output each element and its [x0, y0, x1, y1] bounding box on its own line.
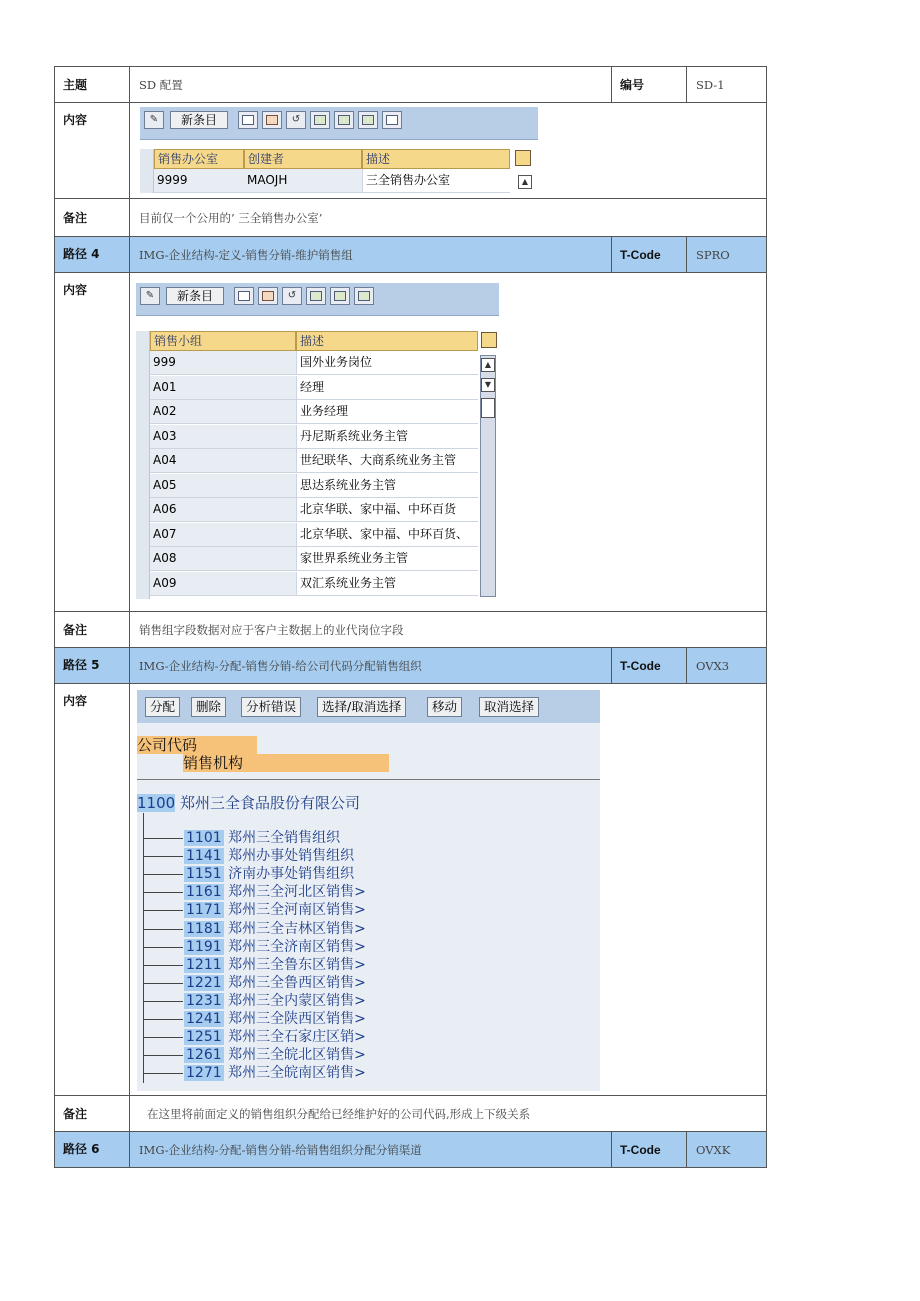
root-company-name: 郑州三全食品股份有限公司	[179, 794, 360, 812]
number-label: 编号	[612, 67, 687, 103]
save-icon[interactable]	[262, 111, 282, 129]
assignment-tree-panel	[137, 690, 600, 1091]
subject-value: SD 配置	[130, 67, 612, 103]
sales-org-name: 郑州三全河北区销售>	[228, 884, 366, 901]
group-description-cell[interactable]: 北京华联、家中福、中环百货、	[296, 523, 478, 547]
group-description-cell[interactable]: 家世界系统业务主管	[296, 547, 478, 571]
move-button[interactable]: 移动	[427, 697, 462, 717]
group-description-cell[interactable]: 思达系统业务主管	[296, 474, 478, 498]
deselect-icon[interactable]	[358, 111, 378, 129]
column-settings-icon[interactable]	[481, 332, 497, 348]
tree-node-sales-org[interactable]	[184, 866, 354, 882]
delete-button[interactable]: 删除	[191, 697, 226, 717]
path4-label: 路径 4	[55, 237, 130, 273]
remark-label: 备注	[55, 1096, 130, 1132]
deselect-icon[interactable]	[354, 287, 374, 305]
col-description: 描述	[362, 149, 510, 169]
scroll-up-icon[interactable]: ▲	[481, 358, 495, 372]
tree-branch-line	[143, 983, 183, 984]
path4-tcode: SPRO	[687, 237, 767, 273]
content-cell-5	[130, 684, 767, 1096]
group-code-cell[interactable]: 999	[150, 351, 296, 375]
tree-branch-line	[143, 1073, 183, 1074]
tree-root-company[interactable]	[137, 792, 360, 813]
root-company-code: 1100	[137, 794, 176, 812]
tree-node-sales-org[interactable]	[184, 1011, 366, 1027]
row-selector-column	[140, 149, 154, 193]
content-cell-4	[130, 273, 767, 612]
path-row-5	[55, 648, 767, 684]
tree-node-sales-org[interactable]	[184, 902, 366, 918]
tree-branch-line	[143, 838, 183, 839]
remark-text-5: 在这里将前面定义的销售组织分配给已经维护好的公司代码,形成上下级关系	[130, 1096, 767, 1132]
group-code-cell[interactable]: A06	[150, 498, 296, 522]
group-description-cell[interactable]: 双汇系统业务主管	[296, 572, 478, 596]
group-code-cell[interactable]: A07	[150, 523, 296, 547]
new-entry-button[interactable]: 新条目	[170, 111, 228, 129]
tree-branch-line	[143, 1037, 183, 1038]
tree-branch-line	[143, 892, 183, 893]
content-row-1	[55, 103, 767, 199]
sales-org-code: 1271	[186, 1065, 222, 1082]
sales-org-code: 1211	[186, 956, 222, 973]
tree-node-sales-org[interactable]	[184, 1065, 366, 1081]
group-code-cell[interactable]: A01	[150, 376, 296, 400]
tree-branch-line	[143, 910, 183, 911]
sales-org-code: 1151	[186, 866, 222, 883]
sales-org-code: 1101	[186, 830, 222, 846]
sales-org-name: 郑州三全鲁西区销售>	[228, 974, 366, 991]
legend-sales-org: 销售机构	[183, 754, 389, 772]
remark-text-4: 销售组字段数据对应于客户主数据上的业代岗位字段	[130, 612, 767, 648]
sales-org-name: 郑州三全济南区销售>	[228, 938, 366, 955]
undo-icon[interactable]: ↺	[286, 111, 306, 129]
cell-office-code[interactable]: 9999	[154, 169, 244, 193]
tree-node-sales-org[interactable]	[184, 1047, 366, 1063]
tree-node-sales-org[interactable]	[184, 921, 366, 937]
sales-org-name: 郑州三全销售组织	[228, 830, 341, 846]
row-selector-column	[136, 331, 150, 599]
column-settings-icon[interactable]	[515, 150, 531, 166]
sales-org-code: 1221	[186, 974, 222, 991]
tree-branch-line	[143, 874, 183, 875]
tree-trunk-line	[143, 813, 144, 1083]
group-code-cell[interactable]: A02	[150, 400, 296, 424]
sales-org-code: 1191	[186, 938, 222, 955]
content-row-5	[55, 684, 767, 1096]
remark-row-5	[55, 1096, 767, 1132]
select-block-icon[interactable]	[330, 287, 350, 305]
sap-toolbar	[136, 283, 499, 316]
sales-org-name: 济南办事处销售组织	[228, 866, 355, 883]
sales-org-name: 郑州三全吉林区销售>	[228, 920, 366, 937]
content-row-4	[55, 273, 767, 612]
col-sales-group: 销售小组	[150, 331, 296, 351]
group-description-cell[interactable]: 经理	[296, 376, 478, 400]
sales-org-name: 郑州办事处销售组织	[228, 848, 355, 865]
tree-node-sales-org[interactable]	[184, 957, 366, 973]
group-description-cell[interactable]: 北京华联、家中福、中环百货	[296, 498, 478, 522]
tree-branch-line	[143, 1001, 183, 1002]
col-creator: 创建者	[244, 149, 362, 169]
sales-org-name: 郑州三全石家庄区销>	[228, 1029, 366, 1046]
path6-tcode: OVXK	[687, 1132, 767, 1168]
path5-text: IMG-企业结构-分配-销售分销-给公司代码分配销售组织	[130, 648, 612, 684]
scroll-down-icon[interactable]: ▼	[481, 378, 495, 392]
path6-tcode-label: T-Code	[612, 1132, 687, 1168]
sales-org-name: 郑州三全内蒙区销售>	[228, 992, 366, 1009]
analyze-errors-button[interactable]: 分析错误	[241, 697, 301, 717]
group-description-cell[interactable]: 丹尼斯系统业务主管	[296, 425, 478, 449]
tree-node-sales-org[interactable]	[184, 884, 366, 900]
remark-label: 备注	[55, 199, 130, 237]
tree-node-sales-org[interactable]	[184, 1029, 366, 1045]
remark-text-1: 目前仅一个公用的’ 三全销售办公室’	[130, 199, 767, 237]
copy-icon[interactable]	[234, 287, 254, 305]
sales-org-code: 1261	[186, 1047, 222, 1064]
tree-branch-line	[143, 947, 183, 948]
undo-icon[interactable]: ↺	[282, 287, 302, 305]
sales-org-code: 1231	[186, 992, 222, 1009]
sales-org-code: 1241	[186, 1011, 222, 1027]
legend-divider	[137, 779, 600, 780]
content-label: 内容	[55, 684, 130, 1096]
remark-row-1	[55, 199, 767, 237]
path6-label: 路径 6	[55, 1132, 130, 1168]
group-description-cell[interactable]: 世纪联华、大商系统业务主管	[296, 449, 478, 473]
cell-creator[interactable]: MAOJH	[244, 169, 362, 193]
tree-node-sales-org[interactable]	[184, 939, 366, 955]
tree-branch-line	[143, 929, 183, 930]
number-value: SD-1	[687, 67, 767, 103]
tree-node-sales-org[interactable]	[184, 993, 366, 1009]
scroll-up-icon[interactable]: ▲	[518, 175, 532, 189]
select-block-icon[interactable]	[334, 111, 354, 129]
config-document-table	[54, 66, 767, 1168]
sales-org-name: 郑州三全皖南区销售>	[228, 1065, 366, 1082]
path-row-6	[55, 1132, 767, 1168]
group-code-cell[interactable]: A03	[150, 425, 296, 449]
assign-button[interactable]: 分配	[145, 697, 180, 717]
cancel-selection-button[interactable]: 取消选择	[479, 697, 539, 717]
details-icon[interactable]	[382, 111, 402, 129]
path5-tcode-label: T-Code	[612, 648, 687, 684]
path5-tcode: OVX3	[687, 648, 767, 684]
select-all-icon[interactable]	[310, 111, 330, 129]
sales-org-name: 郑州三全陕西区销售>	[228, 1011, 366, 1027]
tree-node-sales-org[interactable]	[184, 848, 354, 864]
assignment-toolbar	[137, 690, 600, 723]
group-code-cell[interactable]: A04	[150, 449, 296, 473]
group-code-cell[interactable]: A09	[150, 572, 296, 596]
sales-org-code: 1161	[186, 884, 222, 901]
remark-label: 备注	[55, 612, 130, 648]
legend-company-code: 公司代码	[137, 736, 257, 754]
sales-org-code: 1181	[186, 920, 222, 937]
path4-tcode-label: T-Code	[612, 237, 687, 273]
sap-toolbar	[140, 107, 538, 140]
path-row-4	[55, 237, 767, 273]
edit-pencil-icon[interactable]: ✎	[140, 287, 160, 305]
sales-org-code: 1251	[186, 1029, 222, 1046]
sales-org-name: 郑州三全河南区销售>	[228, 902, 366, 919]
sales-group-grid	[136, 331, 501, 599]
col-sales-office: 销售办公室	[154, 149, 244, 169]
sales-org-name: 郑州三全鲁东区销售>	[228, 956, 366, 973]
tree-branch-line	[143, 1019, 183, 1020]
content-cell-1	[130, 103, 767, 199]
edit-pencil-icon[interactable]: ✎	[144, 111, 164, 129]
select-all-icon[interactable]	[306, 287, 326, 305]
group-description-cell[interactable]: 业务经理	[296, 400, 478, 424]
group-code-cell[interactable]: A08	[150, 547, 296, 571]
tree-node-sales-org[interactable]	[184, 830, 340, 846]
subject-label: 主题	[55, 67, 130, 103]
new-entry-button[interactable]: 新条目	[166, 287, 224, 305]
save-icon[interactable]	[258, 287, 278, 305]
select-deselect-button[interactable]: 选择/取消选择	[317, 697, 406, 717]
sales-org-code: 1171	[186, 902, 222, 919]
group-code-cell[interactable]: A05	[150, 474, 296, 498]
path6-text: IMG-企业结构-分配-销售分销-给销售组织分配分销渠道	[130, 1132, 612, 1168]
tree-branch-line	[143, 1055, 183, 1056]
path4-text: IMG-企业结构-定义-销售分销-维护销售组	[130, 237, 612, 273]
copy-icon[interactable]	[238, 111, 258, 129]
tree-branch-line	[143, 965, 183, 966]
path5-label: 路径 5	[55, 648, 130, 684]
remark-row-4	[55, 612, 767, 648]
content-label: 内容	[55, 273, 130, 612]
sales-office-grid	[140, 149, 538, 193]
sales-org-code: 1141	[186, 848, 222, 865]
cell-description[interactable]: 三全销售办公室	[362, 169, 510, 193]
sales-org-name: 郑州三全皖北区销售>	[228, 1047, 366, 1064]
content-label: 内容	[55, 103, 130, 199]
group-description-cell[interactable]: 国外业务岗位	[296, 351, 478, 375]
header-row	[55, 67, 767, 103]
tree-node-sales-org[interactable]	[184, 975, 366, 991]
scroll-thumb[interactable]	[481, 398, 495, 418]
col-description: 描述	[296, 331, 478, 351]
tree-branch-line	[143, 856, 183, 857]
